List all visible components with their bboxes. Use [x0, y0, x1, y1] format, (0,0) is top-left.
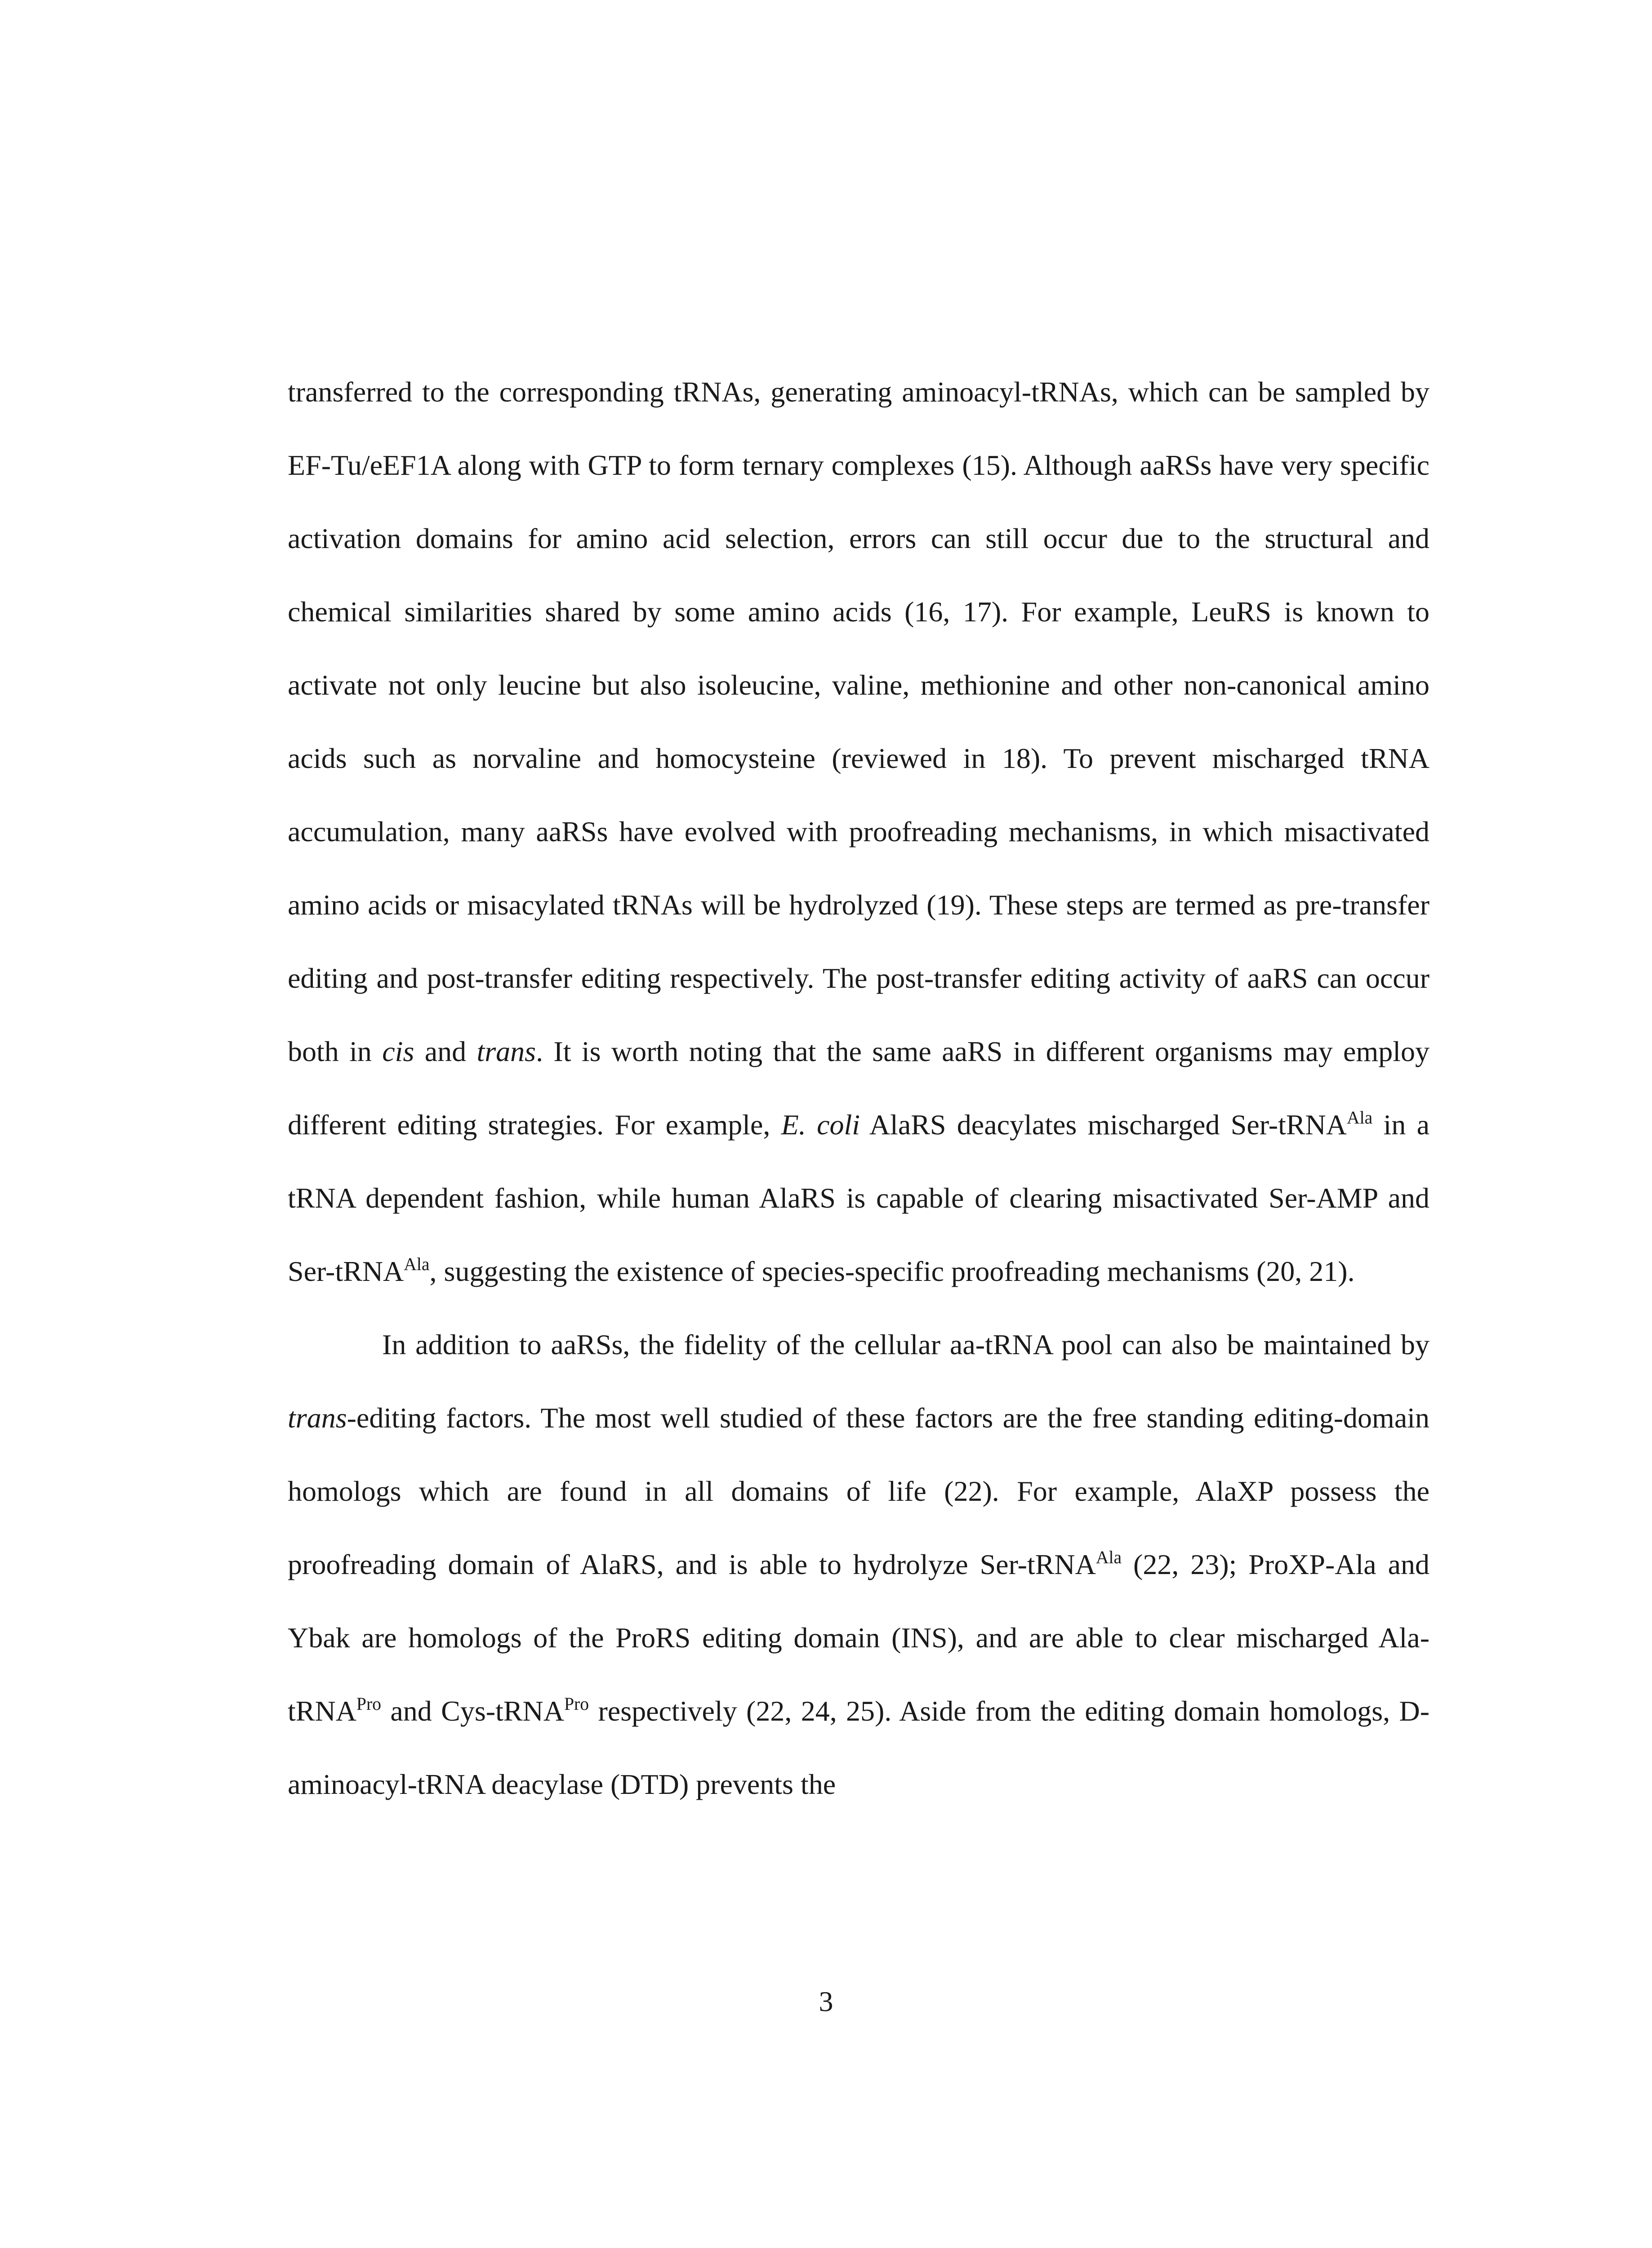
- superscript-ala: Ala: [1095, 1547, 1122, 1567]
- italic-species-name: E. coli: [781, 1109, 860, 1141]
- text-run: , suggesting the existence of species-specific proofreading mechanisms (20, 21).: [429, 1255, 1355, 1287]
- body-text: [288, 355, 1429, 1821]
- text-run: In addition to aaRSs, the fidelity of the cellular aa-tRNA pool can also be maintained by: [382, 1329, 1429, 1360]
- superscript-ala: Ala: [404, 1254, 430, 1274]
- text-run: and Cys-tRNA: [381, 1695, 564, 1727]
- text-run: in a tRNA dependent fashion, while human AlaRS is capable of clearing misactivated Ser-AMP and Ser-tRNA: [288, 1109, 1430, 1287]
- superscript-pro: Pro: [564, 1694, 589, 1714]
- text-run: (22, 23); ProXP-Ala and Ybak are homologs of the ProRS editing domain (INS), and are able to clear mischarged Ala-tRNA: [288, 1548, 1430, 1727]
- italic-term-trans: trans: [288, 1402, 347, 1434]
- paragraph-2: [288, 1308, 1429, 1821]
- text-run: transferred to the corresponding tRNAs, generating aminoacyl-tRNAs, which can be sampled by EF-Tu/eEF1A along with GTP to form ternary complexes (15). Although aaRSs have very specific activation domains for amino acid selection, errors can still occur due to the structural and chemical similarities shared by some amino acids (16, 17). For example, LeuRS is known to activate not only leucine but also isoleucine, valine, methionine and other non-canonical amino acids such as norvaline and homocysteine (reviewed in 18). To prevent mischarged tRNA accumulation, many aaRSs have evolved with proofreading mechanisms, in which misactivated amino acids or misacylated tRNAs will be hydrolyzed (19). These steps are termed as pre-transfer editing and post-transfer editing respectively. The post-transfer editing activity of aaRS can occur both in: [288, 376, 1429, 1067]
- italic-term-cis: cis: [382, 1035, 414, 1067]
- italic-term-trans: trans: [476, 1035, 536, 1067]
- text-run: AlaRS deacylates mischarged Ser-tRNA: [860, 1109, 1347, 1141]
- page-number: 3: [819, 1985, 833, 2017]
- text-run: and: [414, 1035, 477, 1067]
- text-run: . It is worth noting that the same aaRS in different organisms may employ different editing strategies. For example,: [288, 1035, 1430, 1141]
- text-run: respectively (22, 24, 25). Aside from the editing domain homologs, D-aminoacyl-tRNA deacylase (DTD) prevents the: [288, 1695, 1430, 1800]
- superscript-pro: Pro: [356, 1694, 382, 1714]
- paragraph-1: [288, 355, 1429, 1308]
- text-run: -editing factors. The most well studied of these factors are the free standing editing-domain homologs which are found in all domains of life (22). For example, AlaXP possess the proofreading domain of AlaRS, and is able to hydrolyze Ser-tRNA: [288, 1402, 1429, 1580]
- superscript-ala: Ala: [1346, 1107, 1373, 1128]
